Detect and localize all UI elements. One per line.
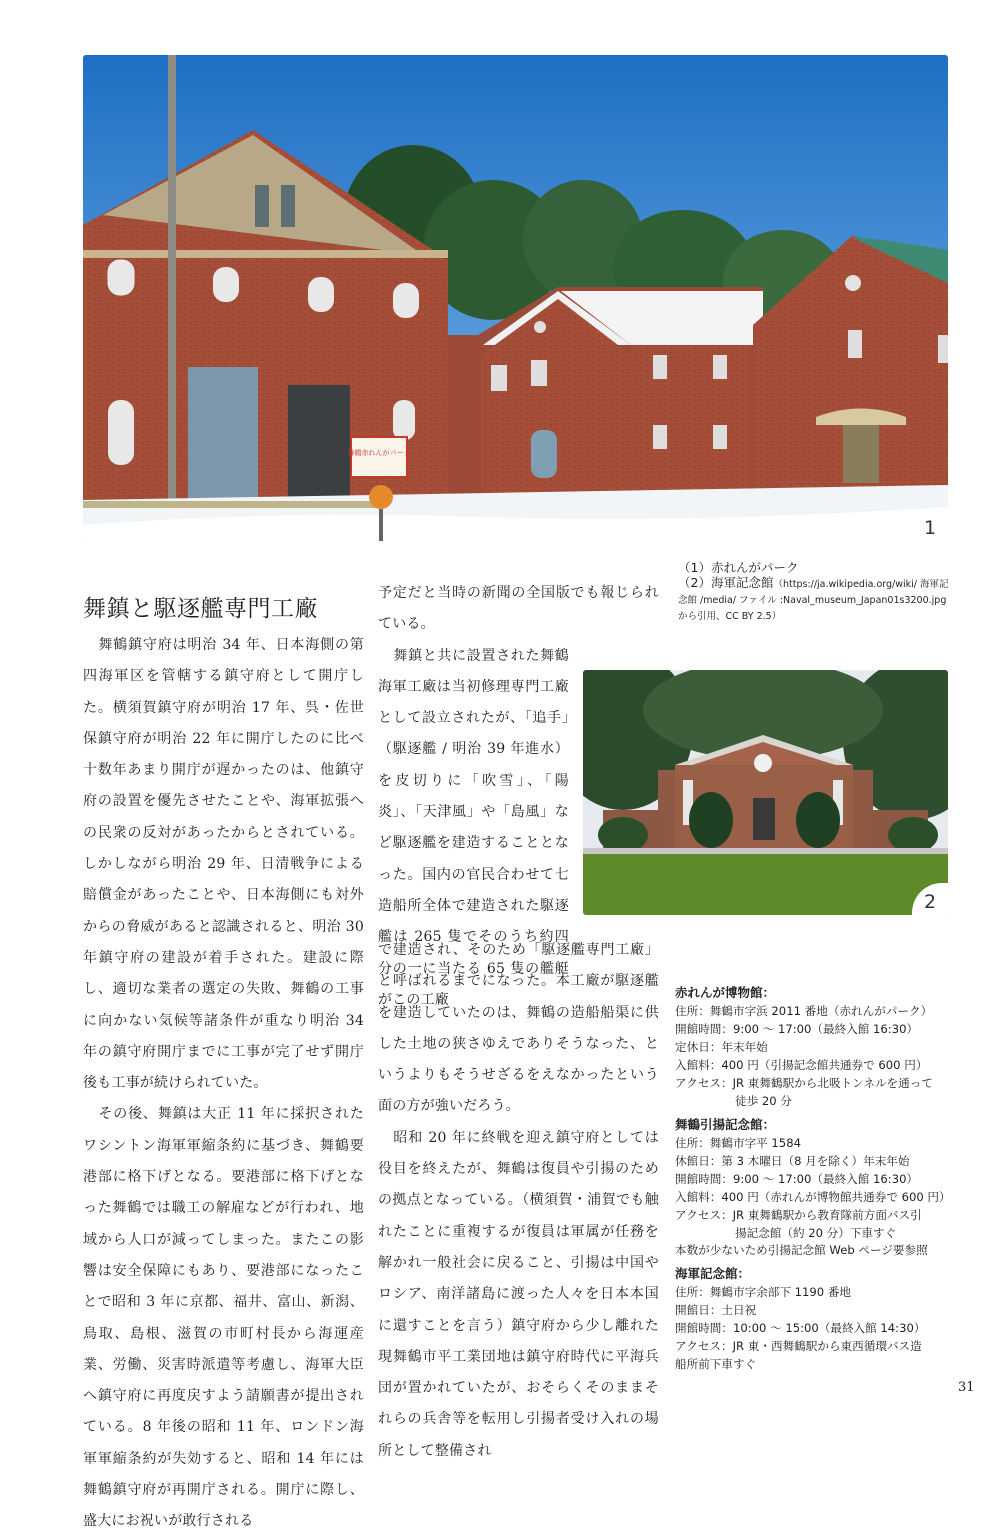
paragraph-4: 舞鎮と共に設置された舞鶴海軍工廠は当初修理専門工廠として設立されたが、「追手」（駆逐艦 / 明治 39 年進水）を皮切りに「吹雪」、「陽炎」、「天津風」や「島風」など駆逐艦を建造することとなった。国内の官民合わせて七造船所全体で建造された駆逐艦は 265 隻でそのうち約四分の一に当たる 65 隻の艦艇がこの工廠 <box>378 647 569 1008</box>
info-hikiage-memorial <box>675 1115 955 1260</box>
info-hikiage-hours: 開館時間：9:00 ～ 17:00（最終入館 16:30） <box>675 1171 919 1186</box>
info-kaigun-access-cont: 船所前下車すぐ <box>675 1356 757 1371</box>
photo-number-1: 1 <box>912 509 948 541</box>
akarenga-park-illustration <box>83 55 948 541</box>
info-museum-fee: 入館料：400 円（引揚記念館共通券で 600 円） <box>675 1057 928 1072</box>
info-hikiage-address: 住所：舞鶴市字平 1584 <box>675 1136 801 1150</box>
info-museum-address: 住所：舞鶴市字浜 2011 番地（赤れんがパーク） <box>675 1004 933 1018</box>
info-kaigun-access: アクセス：JR 東・西舞鶴駅から東西循環バス造 <box>675 1338 922 1353</box>
article-column-2-lower <box>378 935 659 1467</box>
info-kaigun-open: 開館日：土日祝 <box>675 1302 757 1317</box>
info-kaigun-title: 海軍記念館： <box>675 1266 751 1281</box>
paragraph-2: その後、舞鎮は大正 11 年に採択されたワシントン海軍軍縮条約に基づき、舞鶴要港部に格下げとなる。要港部に格下げとなった舞鶴では職工の解雇などが行われ、地域から人口が減ってしまった。またこの影響は安全保障にもあり、要港部になったことで昭和 3 年に京都、福井、富山、新潟、鳥取、島根、滋賀の市町村長から海運産業、労働、災害時派遣等考慮し、海軍大臣へ鎮守府に再度戻すよう請願書が提出されている。8 年後の昭和 11 年、ロンドン海軍軍縮条約が失効すると、昭和 14 年には舞鶴鎮守府が再開庁される。開庁に際し、盛大にお祝いが敢行される <box>83 1106 364 1530</box>
caption-2-source: （https://ja.wikipedia.org/wiki/ 海軍記念館 /media/ ファイル :Naval_museum_Japan01s3200.jpg から引用、CC BY 2.5） <box>678 579 949 622</box>
caption-1: （1）赤れんがパーク <box>678 560 799 575</box>
info-museum-title: 赤れんが博物館： <box>675 985 776 1000</box>
photo-akarenga-park <box>83 55 948 541</box>
paragraph-1: 舞鶴鎮守府は明治 34 年、日本海側の第四海軍区を管轄する鎮守府として開庁した。横須賀鎮守府が明治 17 年、呉・佐世保鎮守府が明治 22 年に開庁したのに比べ十数年あまり開庁が遅かったのは、他鎮守府の設置を優先させたことや、海軍拡張への民衆の反対があったからとされている。しかしながら明治 29 年、日清戦争による賠償金があったことや、日本海側にも対外からの脅威があると認識されると、明治 30 年鎮守府の建設が着手された。建設に際し、適切な業者の選定の失敗、舞鶴の工事に向かない気候等諸条件が重なり明治 34 年の鎮守府開庁までに工事が完了せず開庁後も工事が続けられていた。 <box>83 637 364 1092</box>
info-hikiage-note: 本数が少ないため引揚記念館 Web ページ要参照 <box>675 1243 928 1258</box>
info-kaigun-hours: 開館時間：10:00 ～ 15:00（最終入館 14:30） <box>675 1320 926 1335</box>
info-akarenga-museum <box>675 983 955 1110</box>
info-museum-closed: 定休日：年末年始 <box>675 1039 768 1054</box>
article-column-1 <box>83 630 364 1538</box>
page-number: 31 <box>958 1380 975 1395</box>
info-hikiage-closed: 休館日：第 3 木曜日（8 月を除く）年末年始 <box>675 1153 910 1168</box>
info-hikiage-fee: 入館料：400 円（赤れんが博物館共通券で 600 円） <box>675 1189 951 1204</box>
photo-number-2: 2 <box>912 883 948 915</box>
caption-2 <box>678 575 953 623</box>
paragraph-4-continued: で建造され、そのため「駆逐艦専門工廠」と呼ばれるまでになった。本工廠が駆逐艦を建造していたのは、舞鶴の造船船渠に供した土地の狭さゆえでありそうなった、というよりもそうせざるをえなかったという面の方が強いだろう。 <box>378 942 659 1115</box>
photo-captions <box>678 560 953 623</box>
info-kaigun-address: 住所：舞鶴市字余部下 1190 番地 <box>675 1285 852 1299</box>
info-hikiage-access: アクセス：JR 東舞鶴駅から教育隊前方面バス引 <box>675 1207 922 1222</box>
info-museum-access-cont: 徒歩 20 分 <box>735 1093 792 1108</box>
info-museum-hours: 開館時間：9:00 ～ 17:00（最終入館 16:30） <box>675 1021 919 1036</box>
caption-2-label: （2）海軍記念館 <box>678 575 774 590</box>
paragraph-5: 昭和 20 年に終戦を迎え鎮守府としては役目を終えたが、舞鶴は復員や引揚のための拠点となっている。（横須賀・浦賀でも触れたことに重複するが復員は軍属が任務を解かれ一般社会に戻ること、引揚は中国やロシア、南洋諸島に渡った人々を日本本国に還すことを言う）鎮守府から少し離れた現舞鶴市平工業団地は鎮守府時代に平海兵団が置かれていたが、おそらくそのままそれらの兵舎等を転用し引揚者受け入れの場所として整備され <box>378 1129 659 1459</box>
info-museum-access: アクセス：JR 東舞鶴駅から北吸トンネルを通って <box>675 1075 933 1090</box>
info-naval-memorial <box>675 1264 955 1374</box>
akarenga-sign-text: 舞鶴赤れんがパーク <box>347 449 411 457</box>
info-hikiage-title: 舞鶴引揚記念館： <box>675 1117 776 1132</box>
section-heading: 舞鎮と駆逐艦専門工廠 <box>83 596 318 622</box>
info-hikiage-access-cont: 揚記念館（約 20 分）下車すぐ <box>735 1225 897 1240</box>
paragraph-3-continued: 予定だと当時の新聞の全国版でも報じられている。 <box>378 585 659 633</box>
